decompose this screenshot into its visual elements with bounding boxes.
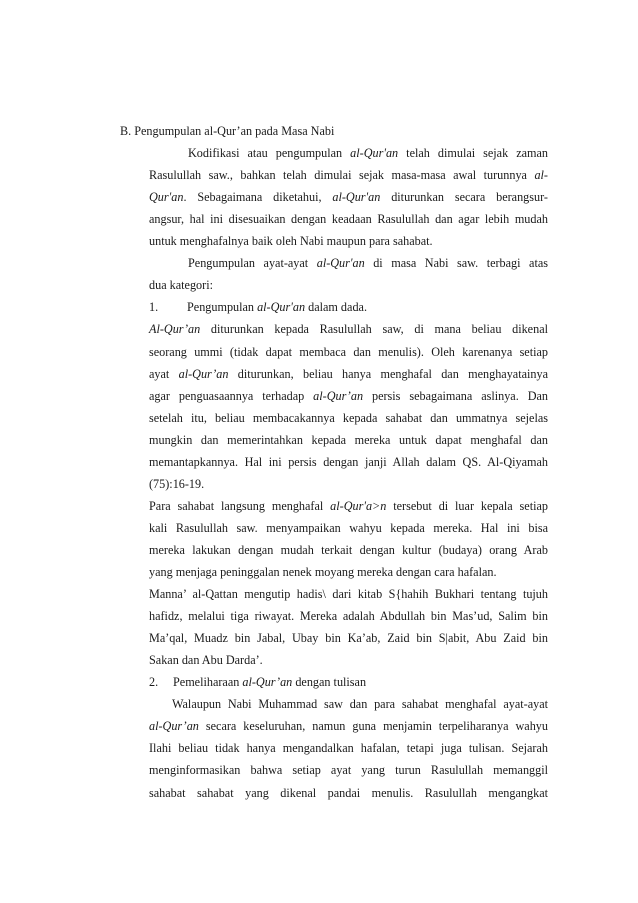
text-segment: agar penguasaannya terhadap — [149, 388, 314, 403]
list-number: 2. — [149, 675, 159, 690]
text-segment: diturunkan secara berangsur- — [380, 190, 548, 205]
italic-term: al-Qur'a>n — [330, 498, 387, 513]
text-line — [149, 762, 548, 778]
italic-term: al-Qur'an — [257, 300, 306, 315]
italic-term: Qur'an — [149, 190, 184, 205]
text-line — [149, 410, 548, 426]
text-segment: (75):16-19. — [149, 476, 205, 491]
section-heading: B. Pengumpulan al-Qur’an pada Masa Nabi — [120, 124, 335, 138]
text-line — [149, 233, 548, 249]
text-segment: Rasulullah saw., bahkan telah dimulai sejak masa-masa awal turunnya — [149, 168, 535, 183]
text-segment: ayat — [149, 366, 179, 381]
italic-term: al-Qur'an — [350, 146, 399, 160]
text-segment: . Sebagaimana diketahui, — [183, 190, 333, 205]
text-line — [149, 167, 548, 183]
italic-term: al-Qur’an — [178, 366, 229, 381]
text-segment: Ma’qal, Muadz bin Jabal, Ubay bin Ka’ab, Zaid bin S|abit, Abu Zaid bin — [149, 631, 548, 646]
text-line — [149, 652, 548, 668]
text-line — [149, 366, 548, 382]
text-segment: sahabat sahabat yang dikenal pandai menulis. Rasulullah mengangkat — [149, 785, 548, 800]
italic-term: al-Qur'an — [316, 256, 365, 271]
text-segment: Ilahi beliau tidak hanya mengandalkan hafalan, tetapi juga tulisan. Sejarah — [149, 741, 548, 756]
text-segment: Pengumpulan — [187, 300, 258, 315]
list-number: 1. — [149, 300, 159, 315]
italic-term: al-Qur’an — [149, 719, 199, 734]
text-line — [149, 189, 548, 205]
text-line — [149, 321, 548, 337]
text-line — [149, 277, 548, 293]
text-line — [149, 211, 548, 227]
text-segment: mereka lakukan dengan mudah terkait dengan kultur (budaya) orang Arab — [149, 542, 548, 557]
italic-term: al-Qur’an — [313, 388, 364, 403]
text-line — [149, 586, 548, 602]
text-segment: tersebut di luar kepala setiap — [386, 498, 548, 513]
text-segment: dengan tulisan — [292, 675, 367, 690]
text-segment: persis sebagaimana aslinya. Dan — [363, 388, 548, 403]
text-segment: hafidz, melalui tiga riwayat. Mereka adalah Abdullah bin Mas’ud, Salim bin — [149, 609, 548, 623]
text-segment: kali Rasulullah saw. menyampaikan wahyu kepada mereka. Hal ini bisa — [149, 520, 548, 535]
text-line — [149, 564, 548, 580]
text-segment: dua kategori: — [149, 278, 213, 293]
text-line — [149, 630, 548, 646]
text-line — [149, 476, 548, 492]
text-line — [149, 498, 548, 514]
text-segment: angsur, hal ini disesuaikan dengan keadaan Rasulullah dan agar lebih mudah — [149, 212, 548, 227]
text-line — [149, 520, 548, 536]
text-segment: setelah itu, beliau membacakannya kepada sahabat dan ummatnya sejelas — [149, 410, 548, 425]
italic-term: al-Qur'an — [332, 190, 381, 205]
text-line — [149, 785, 548, 801]
text-segment: yang menjaga peninggalan nenek moyang mereka dengan cara hafalan. — [149, 565, 497, 579]
text-segment: diturunkan kepada Rasulullah saw, di mana beliau dikenal — [200, 322, 548, 337]
text-segment: secara keseluruhan, namun guna menjamin terpeliharanya wahyu — [198, 719, 548, 734]
text-segment: Para sahabat langsung menghafal — [149, 498, 331, 513]
text-line — [188, 255, 548, 271]
text-line — [149, 388, 548, 404]
text-segment: Walaupun Nabi Muhammad saw dan para sahabat menghafal ayat-ayat — [172, 697, 548, 712]
text-line — [149, 674, 548, 690]
text-segment: diturunkan, beliau hanya menghafal dan menghayatainya — [228, 366, 548, 381]
text-line — [149, 740, 548, 756]
text-line — [149, 608, 548, 624]
text-segment: di masa Nabi saw. terbagi atas — [364, 256, 548, 271]
text-segment: seorang ummi (tidak dapat membaca dan menulis). Oleh karenanya setiap — [149, 344, 548, 359]
text-segment: menginformasikan bahwa setiap ayat yang turun Rasulullah memanggil — [149, 763, 548, 778]
text-segment: memantapkannya. Hal ini persis dengan janji Allah dalam QS. Al-Qiyamah — [149, 454, 548, 469]
text-line — [149, 454, 548, 470]
text-segment: Manna’ al-Qattan mengutip hadis\ dari kitab S{hahih Bukhari tentang tujuh — [149, 587, 548, 601]
text-segment: Pengumpulan ayat-ayat — [188, 256, 317, 271]
text-segment: Sakan dan Abu Darda’. — [149, 653, 263, 668]
text-segment: mungkin dan memerintahkan kepada mereka untuk dapat menghafal dan — [149, 432, 548, 447]
text-line — [188, 145, 548, 161]
text-segment: untuk menghafalnya baik oleh Nabi maupun para sahabat. — [149, 234, 433, 249]
italic-term: al- — [534, 168, 548, 183]
text-segment: dalam dada. — [305, 300, 367, 315]
text-segment: Pemeliharaan — [173, 675, 243, 690]
text-line — [149, 542, 548, 558]
italic-term: Al-Qur’an — [149, 322, 201, 337]
text-line — [149, 718, 548, 734]
italic-term: al-Qur’an — [242, 675, 293, 690]
text-line — [149, 432, 548, 448]
text-segment: Kodifikasi atau pengumpulan — [188, 146, 351, 160]
text-line — [172, 696, 548, 712]
text-line — [149, 344, 548, 360]
text-line — [149, 299, 548, 315]
text-segment: telah dimulai sejak zaman — [398, 146, 549, 160]
